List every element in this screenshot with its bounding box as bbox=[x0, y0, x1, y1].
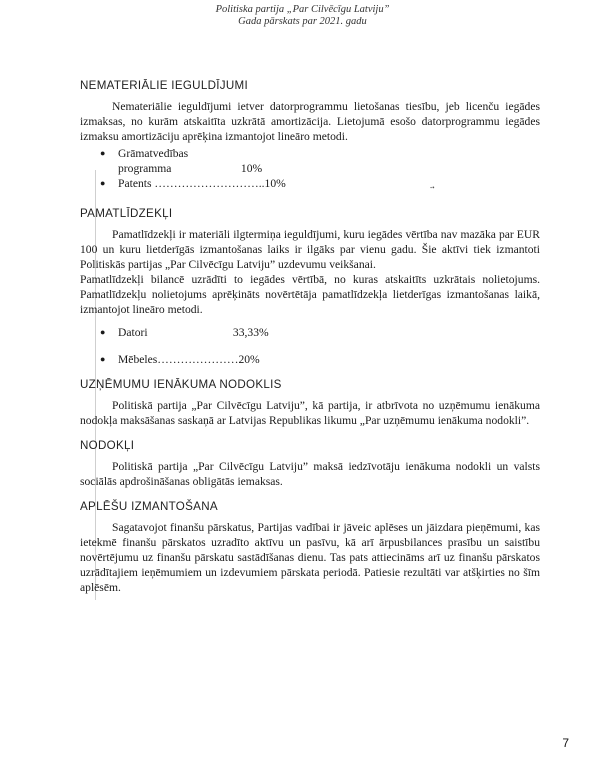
header-report-title: Gada pārskats par 2021. gadu bbox=[238, 16, 367, 27]
item-label: Mēbeles………………… bbox=[118, 353, 239, 366]
header-party-name: Politiska partija „Par Cilvēcīgu Latviju” bbox=[215, 4, 390, 15]
amortization-list bbox=[80, 146, 540, 191]
section-intangible bbox=[80, 78, 540, 191]
list-item bbox=[80, 352, 540, 367]
section-heading: UZŅĒMUMU IENĀKUMA NODOKLIS bbox=[80, 378, 282, 391]
bullet-icon: ● bbox=[100, 354, 106, 364]
section-paragraph: Sagatavojot finanšu pārskatus, Partijas vadībai ir jāveic aplēses un jāizdara pieņēmumi, kas ietekmē finanšu pārskatos uzradīto aktīvu un pasīvu, kā arī ārpusbilances prasību un saistību novērtējumu uz finanšu pārskatu sastādīšanas dienu. Tas pats attiecināms arī uz finanšu pārskatos uzrādītajiem ieņēmumiem un izdevumiem pārskata periodā. Patiesie rezultāti var atšķirties no šīm aplēsēm. bbox=[80, 521, 540, 594]
item-label: Grāmatvedības programma bbox=[118, 147, 189, 175]
bullet-icon: ● bbox=[100, 178, 106, 188]
list-item bbox=[80, 176, 540, 191]
item-label: Datori bbox=[118, 326, 148, 339]
section-income-tax bbox=[80, 377, 540, 428]
depreciation-list bbox=[80, 325, 540, 367]
section-fixed-assets bbox=[80, 206, 540, 367]
item-rate: 20% bbox=[238, 353, 260, 366]
item-label: Patents ……………………….. bbox=[118, 177, 265, 190]
section-heading: NEMATERIĀLIE IEGULDĪJUMI bbox=[80, 79, 249, 92]
section-heading: APLĒŠU IZMANTOŠANA bbox=[80, 500, 218, 513]
section-estimates bbox=[80, 499, 540, 595]
section-paragraph: Politiskā partija „Par Cilvēcīgu Latviju” maksā iedzīvotāju ienākuma nodokli un valsts sociālās apdrošināšanas obligātās iemaksas. bbox=[80, 460, 540, 488]
page-header bbox=[0, 4, 605, 28]
section-heading: NODOKĻI bbox=[80, 439, 135, 452]
section-paragraph: Pamatlīdzekļi ir materiāli ilgtermiņa ieguldījumi, kuru iegādes vērtība nav mazāka par EUR 100 un kuru lietderīgās izmantošanas laiks ir ilgāks par vienu gadu. Šie aktīvi tiek izmantoti Politiskās partijas „Par Cilvēcīgu Latviju” uzdevumu veikšanai. bbox=[80, 228, 540, 271]
section-paragraph: Politiskā partija „Par Cilvēcīgu Latviju”, kā partija, ir atbrīvota no uzņēmumu ienākuma nodokļa maksāšanas saskaņā ar Latvijas Republikas likumu „Par uzņēmumu ienākuma nodokli”. bbox=[80, 399, 540, 427]
section-heading: PAMATLĪDZEKĻI bbox=[80, 207, 173, 220]
item-rate: 10% bbox=[240, 162, 263, 175]
list-item bbox=[80, 146, 540, 176]
stray-mark: ꞏ• bbox=[430, 184, 435, 192]
item-rate: 10% bbox=[264, 177, 286, 190]
bullet-icon: ● bbox=[100, 148, 106, 158]
section-paragraph: Pamatlīdzekļi bilancē uzrādīti to iegādes vērtībā, no kuras atskaitīts uzkrātais nolietojums. Pamatlīdzekļu nolietojums aprēķināts novērtētāja pamatlīdzekļa lietderīgas izmantošanas laikā, izmantojot lineāro metodi. bbox=[80, 273, 540, 316]
item-rate: 33,33% bbox=[232, 326, 269, 339]
document-body bbox=[80, 78, 540, 595]
bullet-icon: ● bbox=[100, 327, 106, 337]
section-taxes bbox=[80, 438, 540, 489]
list-item bbox=[80, 325, 540, 340]
page-number: 7 bbox=[562, 736, 569, 750]
section-paragraph: Nemateriālie ieguldījumi ietver datorprogrammu lietošanas tiesību, jeb licenču iegādes izmaksas, no kurām atskaitīta uzkrātā amortizācija. Lietojumā esošo datorprogrammu iegādes izmaksu amortizāciju aprēķina izmantojot lineāro metodi. bbox=[80, 100, 540, 143]
